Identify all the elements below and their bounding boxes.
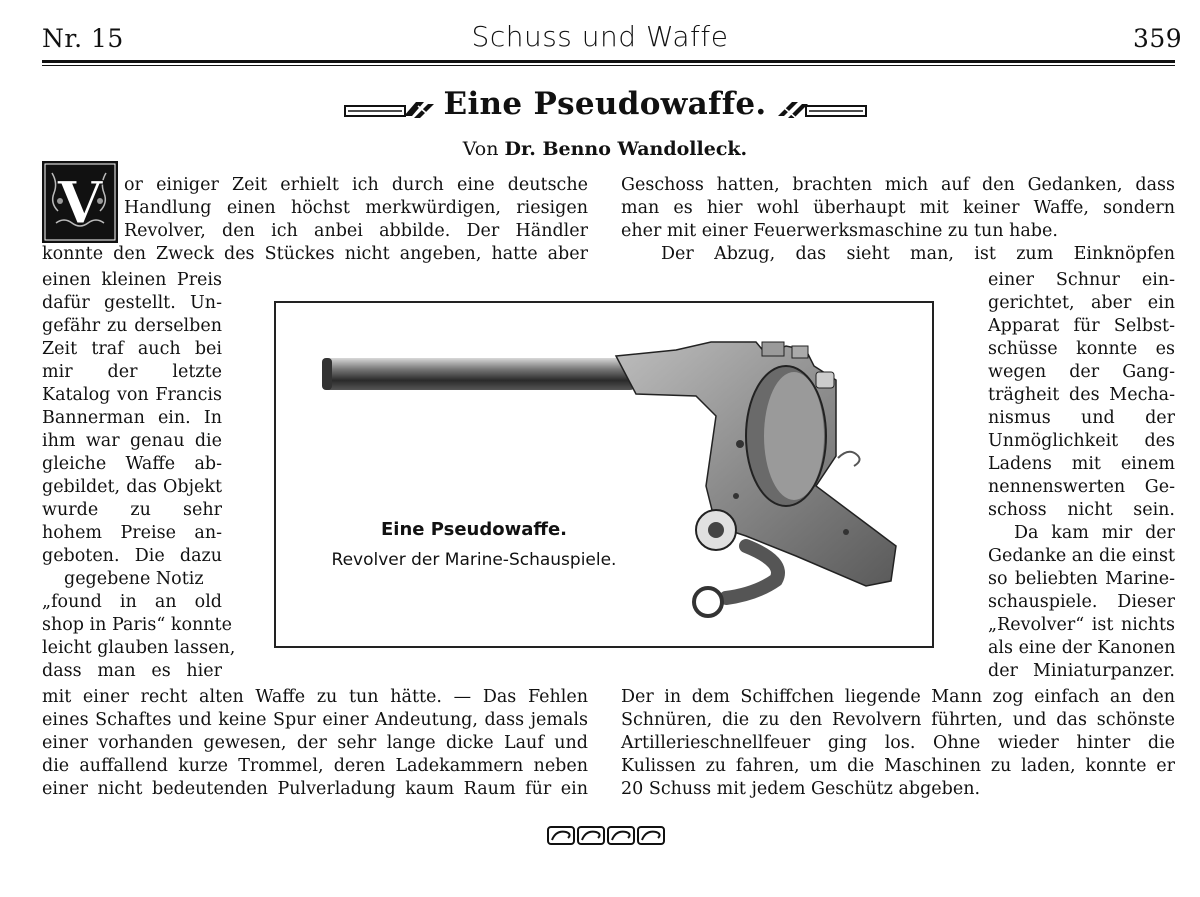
header-rule-thin xyxy=(42,65,1175,66)
text-line: so beliebten Marine- xyxy=(988,569,1175,589)
author-name: Dr. Benno Wandolleck. xyxy=(504,138,748,160)
text-line: Gedanke an die einst xyxy=(988,546,1175,566)
text-line: dass man es hier xyxy=(42,661,222,681)
text-line: gebildet, das Objekt xyxy=(42,477,222,497)
text-line: schoss nicht sein. xyxy=(988,500,1175,520)
text-line: Geschoss hatten, brachten mich auf den Gedanken, dass xyxy=(621,175,1175,195)
page-number: 359 xyxy=(1133,24,1183,53)
text-line: geboten. Die dazu xyxy=(42,546,222,566)
text-line: Ladens mit einem xyxy=(988,454,1175,474)
byline-prefix: Von xyxy=(462,138,499,160)
text-line: Bannerman ein. In xyxy=(42,408,222,428)
figure-caption-text: Revolver der Marine-Schauspiele. xyxy=(331,550,617,570)
text-line: gefähr zu derselben xyxy=(42,316,222,336)
text-line: dafür gestellt. Un- xyxy=(42,293,222,313)
dropcap-letter xyxy=(42,161,118,243)
text-line: mit einer recht alten Waffe zu tun hätte. — Das Fehlen xyxy=(42,687,588,707)
article-title: Eine Pseudowaffe. xyxy=(443,86,767,122)
text-line: Unmöglichkeit des xyxy=(988,431,1175,451)
text-line: Zeit traf auch bei xyxy=(42,339,222,359)
text-line: Apparat für Selbst- xyxy=(988,316,1175,336)
text-line: trägheit des Mecha- xyxy=(988,385,1175,405)
text-line: eines Schaftes und keine Spur einer Andeutung, dass jemals xyxy=(42,710,588,730)
text-line: wegen der Gang- xyxy=(988,362,1175,382)
text-line: die auffallend kurze Trommel, deren Ladekammern neben xyxy=(42,756,588,776)
text-line: Da kam mir der xyxy=(1014,523,1175,543)
text-line: Der Abzug, das sieht man, ist zum Einknöpfen xyxy=(661,244,1175,264)
dropcap-glyph: V xyxy=(57,169,103,237)
text-line: 20 Schuss mit jedem Geschütz abgeben. xyxy=(621,779,981,799)
text-line: Katalog von Francis xyxy=(42,385,222,405)
byline xyxy=(400,138,810,160)
text-line: hohem Preise an- xyxy=(42,523,222,543)
text-line: einer Schnur ein- xyxy=(988,270,1175,290)
text-line: nismus und der xyxy=(988,408,1175,428)
header-rule xyxy=(42,60,1175,63)
text-line: einer vorhanden gewesen, der sehr lange dicke Lauf und xyxy=(42,733,588,753)
text-line: der Miniaturpanzer. xyxy=(988,661,1175,681)
text-line: ihm war genau die xyxy=(42,431,222,451)
title-ornament-left-icon xyxy=(344,98,436,122)
text-line: gegebene Notiz xyxy=(64,569,204,589)
text-line: einer nicht bedeutenden Pulverladung kaum Raum für ein xyxy=(42,779,588,799)
text-line: leicht glauben lassen, xyxy=(42,638,236,658)
text-line: gleiche Waffe ab- xyxy=(42,454,222,474)
journal-title: Schuss und Waffe xyxy=(471,20,729,53)
text-line: nennenswerten Ge- xyxy=(988,477,1175,497)
issue-number: Nr. 15 xyxy=(42,24,124,53)
text-line: Kulissen zu fahren, um die Maschinen zu laden, konnte er xyxy=(621,756,1175,776)
text-line: schüsse konnte es xyxy=(988,339,1175,359)
text-line: schauspiele. Dieser xyxy=(988,592,1175,612)
revolver-photo xyxy=(316,336,926,626)
text-line: Revolver, den ich anbei abbilde. Der Händler xyxy=(124,221,588,241)
text-line: Der in dem Schiffchen liegende Mann zog einfach an den xyxy=(621,687,1175,707)
text-line: Schnüren, die zu den Revolvern führten, und das schönste xyxy=(621,710,1175,730)
text-line: eher mit einer Feuerwerksmaschine zu tun habe. xyxy=(621,221,1058,241)
text-line: Handlung einen höchst merkwürdigen, riesigen xyxy=(124,198,588,218)
figure-caption-title: Eine Pseudowaffe. xyxy=(380,519,568,540)
text-line: als eine der Kanonen xyxy=(988,638,1176,658)
end-ornament-icon xyxy=(546,824,668,848)
text-line: mir der letzte xyxy=(42,362,222,382)
title-ornament-right-icon xyxy=(776,98,868,122)
text-line: shop in Paris“ konnte xyxy=(42,615,232,635)
text-line: „Revolver“ ist nichts xyxy=(988,615,1175,635)
text-line: gerichtet, aber ein xyxy=(988,293,1175,313)
text-line: man es hier wohl überhaupt mit keiner Waffe, sondern xyxy=(621,198,1175,218)
text-line: „found in an old xyxy=(42,592,222,612)
text-line: Artillerieschnellfeuer ging los. Ohne wieder hinter die xyxy=(621,733,1175,753)
text-line: konnte den Zweck des Stückes nicht angeben, hatte aber xyxy=(42,244,588,264)
text-line: or einiger Zeit erhielt ich durch eine deutsche xyxy=(124,175,588,195)
text-line: wurde zu sehr xyxy=(42,500,222,520)
text-line: einen kleinen Preis xyxy=(42,270,222,290)
